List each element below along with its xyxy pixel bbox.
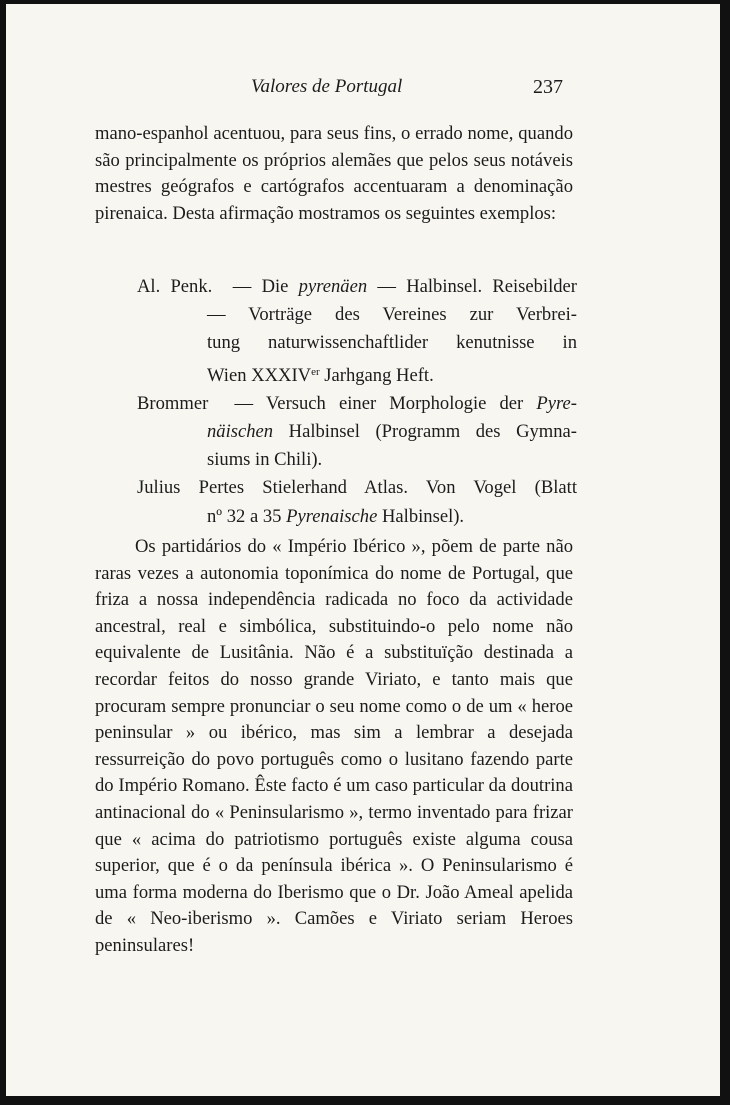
reference-author: Brommer	[137, 392, 209, 414]
page-number: 237	[533, 76, 563, 98]
main-paragraph-block	[95, 534, 573, 960]
reference-line: siums in Chili).	[207, 449, 323, 471]
reference-line: tung naturwissenchaftlider kenutnisse in	[207, 332, 577, 354]
reference-line: Wien XXXIVer Jarhgang Heft.	[207, 364, 434, 386]
book-page	[6, 4, 720, 1096]
reference-item	[137, 474, 577, 530]
reference-author: Al. Penk.	[137, 276, 213, 297]
reference-item	[137, 273, 577, 390]
page-header	[6, 76, 720, 104]
main-paragraph: Os partidários do « Império Ibérico », põem de parte não raras vezes a autonomia toponímica do nome de Portugal, que friza a nossa independência radicada no foco da actividade ancestral, real e simbólica, substituindo-o pelo nome não equivalente de Lusitânia. Não é a substituïção destinada a recordar feitos do nosso grande Viriato, e tanto mais que procuram sempre pronunciar o seu nome como o de um « heroe peninsular » ou ibérico, mas sim a lembrar a desejada ressurreição do povo português como o lusitano fazendo parte do Império Romano. Êste facto é um caso particular da doutrina antinacional do « Peninsularismo », termo inventado para frizar que « acima do patriotismo português existe alguma cousa superior, que é o da península ibérica ». O Peninsularismo é uma forma moderna do Iberismo que o Dr. João Ameal apelida de « Neo-iberismo ». Camões e Viriato seriam Heroes peninsulares!	[95, 536, 573, 956]
reference-line: — Versuch einer Morphologie der Pyre-	[234, 392, 577, 414]
running-title: Valores de Portugal	[251, 76, 403, 97]
reference-first-line	[137, 273, 577, 301]
reference-first-line	[137, 390, 577, 418]
reference-line: — Die pyrenäen — Halbinsel. Reisebilder	[232, 276, 578, 297]
intro-paragraph: mano-espanhol acentuou, para seus fins, o errado nome, quando são principalmente os próprios alemães que pelos seus notáveis mestres geógrafos e cartógrafos accentuaram a denominação pirenaica. Desta afirmação mostramos os seguintes exemplos:	[95, 123, 573, 224]
intro-paragraph-block	[95, 121, 573, 227]
reference-item	[137, 390, 577, 475]
reference-author: Julius Pertes Stielerhand Atlas. Von Vogel (Blatt	[137, 477, 577, 499]
reference-line: näischen Halbinsel (Programm des Gymna-	[207, 421, 577, 443]
references-list	[137, 273, 577, 531]
reference-line: — Vorträge des Vereines zur Verbrei-	[207, 304, 577, 326]
reference-line: nº 32 a 35 Pyrenaische Halbinsel).	[207, 505, 465, 527]
